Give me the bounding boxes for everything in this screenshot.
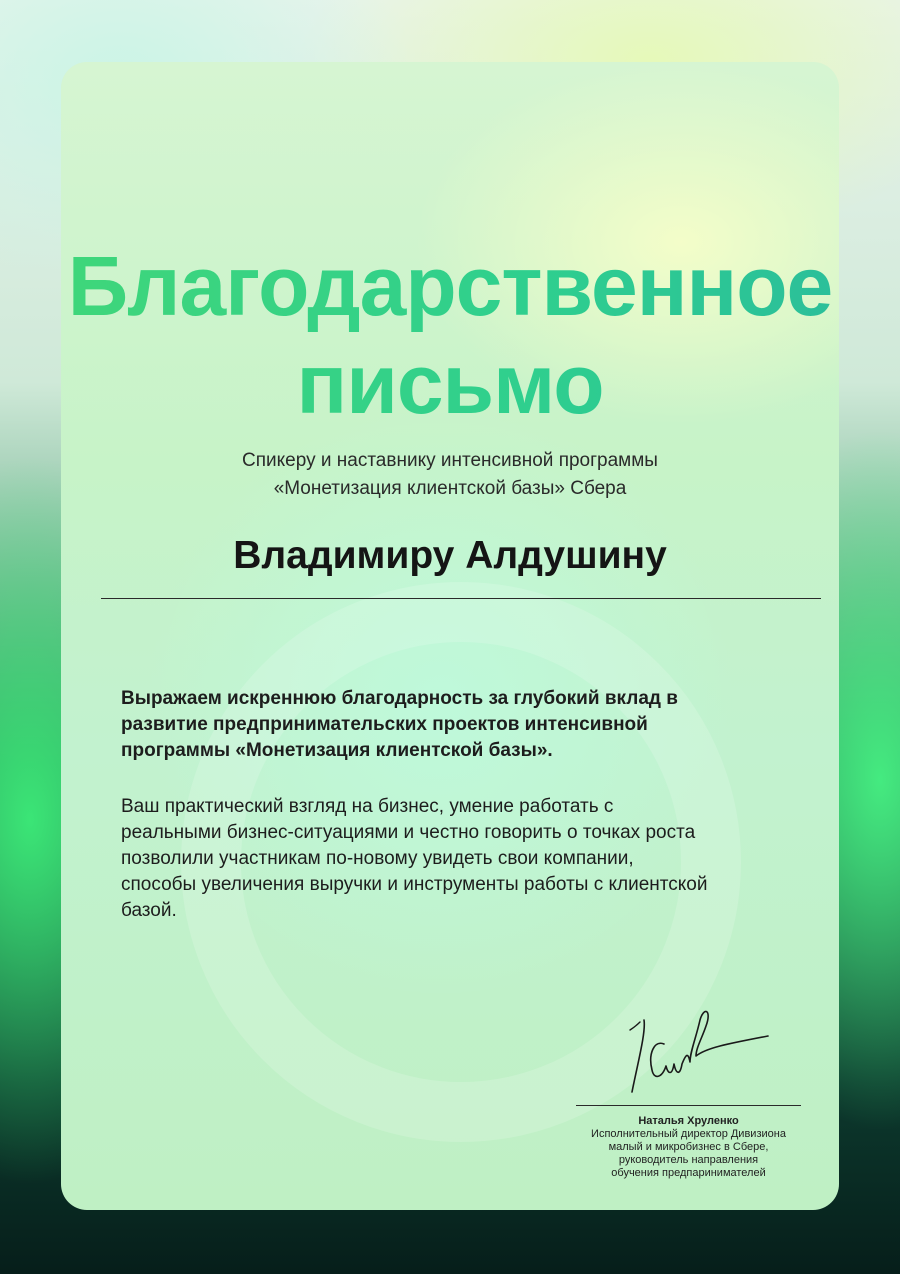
- body-line: позволили участникам по-новому увидеть свои компании,: [121, 848, 634, 869]
- signer-block: [566, 1115, 811, 1180]
- letter-card: [61, 62, 839, 1210]
- recipient-name: Владимиру Алдушину: [233, 534, 667, 577]
- signature-line: [576, 1105, 801, 1106]
- title-line-2: письмо: [61, 338, 839, 430]
- body-paragraph: [121, 794, 801, 924]
- title-line-1: Благодарственное: [61, 240, 839, 332]
- recipient-underline: [101, 598, 821, 599]
- gratitude-line: программы «Монетизация клиентской базы».: [121, 740, 553, 761]
- signer-title-line: Исполнительный директор Дивизиона: [591, 1128, 786, 1140]
- gratitude-paragraph: [121, 686, 761, 764]
- body-line: способы увеличения выручки и инструменты работы с клиентской: [121, 874, 708, 895]
- body-line: реальными бизнес-ситуациями и честно говорить о точках роста: [121, 822, 696, 843]
- subtitle-line-2: «Монетизация клиентской базы» Сбера: [273, 478, 627, 499]
- signer-title-line: руководитель направления: [618, 1154, 759, 1166]
- body-line: базой.: [121, 900, 177, 921]
- gratitude-line: Выражаем искреннюю благодарность за глубокий вклад в: [121, 688, 678, 709]
- signer-title-line: обучения предпаринимателей: [611, 1167, 766, 1179]
- signer-name: Наталья Хруленко: [638, 1115, 739, 1127]
- body-line: Ваш практический взгляд на бизнес, умение работать с: [121, 796, 614, 817]
- handwritten-signature: [616, 992, 776, 1102]
- gratitude-line: развитие предпринимательских проектов интенсивной: [121, 714, 648, 735]
- signer-title-line: малый и микробизнес в Сбере,: [608, 1141, 769, 1153]
- subtitle-line-1: Спикеру и наставнику интенсивной программы: [242, 450, 658, 471]
